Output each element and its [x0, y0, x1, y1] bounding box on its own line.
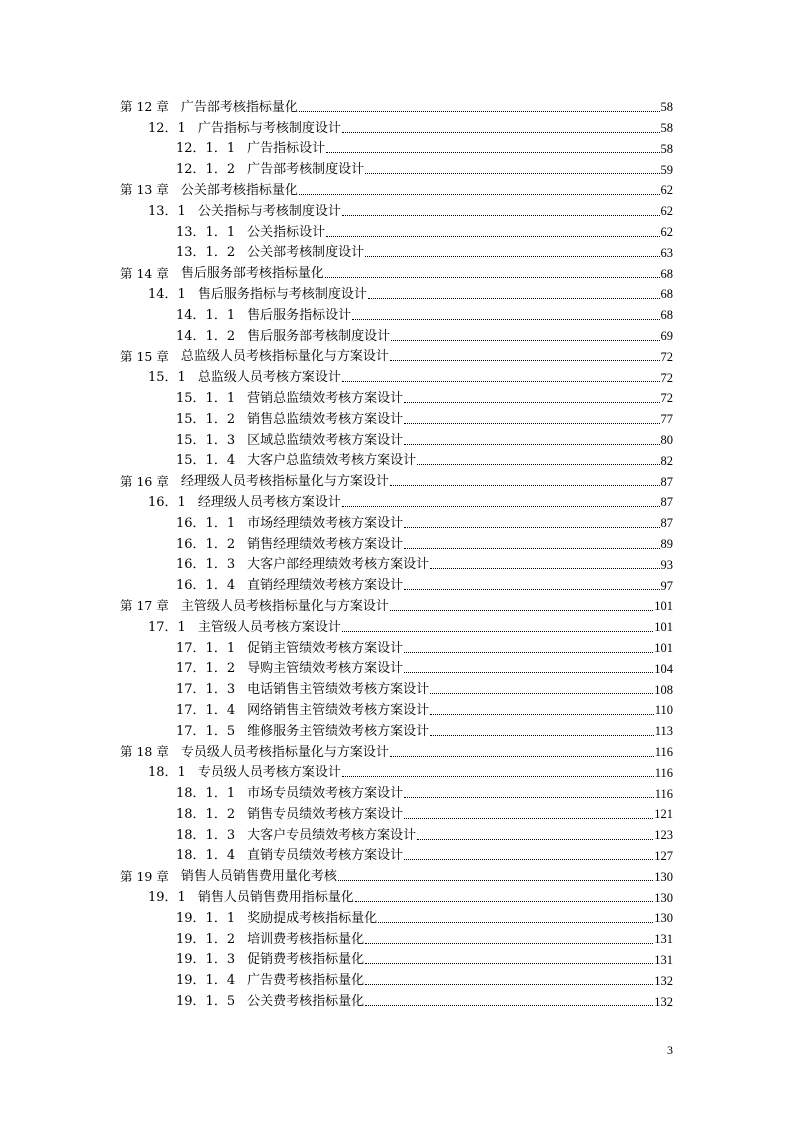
toc-subsection-entry[interactable] [0, 408, 673, 429]
toc-row [0, 720, 794, 741]
toc-entry-title: 广告指标与考核制度设计 [197, 120, 341, 136]
toc-subsection-entry[interactable] [0, 782, 673, 803]
toc-row [0, 283, 794, 304]
toc-entry-page: 72 [660, 370, 673, 385]
toc-entry-title: 售后服务指标设计 [247, 307, 352, 323]
dot-leader [326, 235, 659, 237]
dot-leader [365, 983, 653, 985]
toc-section-entry[interactable] [0, 117, 673, 138]
toc-entry-number: 15．1．3 [176, 432, 236, 448]
toc-entry-title: 导购主管绩效考核方案设计 [247, 661, 404, 677]
toc-entry-number: 19．1．2 [176, 931, 236, 947]
toc-entry-page: 82 [660, 453, 673, 468]
toc-entry-number: 17．1．2 [176, 661, 236, 677]
dot-leader [404, 817, 653, 819]
dot-leader [338, 879, 653, 881]
toc-entry-title: 销售人员销售费用指标量化 [197, 890, 354, 906]
toc-entry-page: 132 [654, 994, 673, 1009]
toc-entry-number: 15．1 [148, 370, 186, 386]
dot-leader [430, 713, 654, 715]
toc-entry-page: 123 [654, 828, 673, 843]
toc-subsection-entry[interactable] [0, 990, 673, 1011]
toc-entry-page: 72 [660, 349, 673, 364]
toc-entry-title: 公关费考核指标量化 [247, 994, 365, 1010]
toc-subsection-entry[interactable] [0, 845, 673, 866]
toc-entry-page: 58 [660, 121, 673, 136]
toc-section-entry[interactable] [0, 762, 673, 783]
toc-entry-page: 68 [660, 266, 673, 281]
toc-row [0, 346, 794, 367]
toc-entry-title: 销售经理绩效考核方案设计 [247, 536, 404, 552]
toc-entry-number: 17．1．1 [176, 640, 236, 656]
toc-entry-title: 售后服务指标与考核制度设计 [197, 286, 367, 302]
toc-entry-number: 第 15 章 [120, 348, 169, 364]
toc-row [0, 928, 794, 949]
toc-row [0, 387, 794, 408]
toc-subsection-entry[interactable] [0, 429, 673, 450]
toc-entry-number: 16．1 [148, 494, 186, 510]
toc-entry-page: 110 [654, 703, 673, 718]
dot-leader [404, 651, 653, 653]
toc-row [0, 138, 794, 159]
toc-entry-page: 101 [654, 599, 673, 614]
dot-leader [417, 838, 653, 840]
toc-row [0, 637, 794, 658]
toc-entry-number: 第 17 章 [120, 598, 169, 614]
toc-entry-title: 奖励提成考核指标量化 [247, 910, 378, 926]
toc-section-entry[interactable] [0, 616, 673, 637]
dot-leader [404, 796, 654, 798]
toc-row [0, 865, 794, 886]
toc-entry-title: 公关指标与考核制度设计 [197, 203, 341, 219]
dot-leader [417, 463, 659, 465]
toc-row [0, 200, 794, 221]
toc-chapter-entry[interactable] [0, 346, 673, 367]
toc-entry-page: 116 [654, 786, 673, 801]
dot-leader [430, 734, 654, 736]
page-number: 3 [667, 1043, 673, 1057]
toc-entry-page: 68 [660, 308, 673, 323]
dot-leader [299, 193, 660, 195]
toc-entry-number: 15．1．1 [176, 390, 236, 406]
toc-row [0, 969, 794, 990]
toc-chapter-entry[interactable] [0, 179, 673, 200]
toc-entry-page: 62 [660, 204, 673, 219]
dot-leader [342, 380, 660, 382]
toc-entry-title: 公关部考核指标量化 [180, 182, 298, 198]
dot-leader [342, 131, 660, 133]
toc-subsection-entry[interactable] [0, 803, 673, 824]
toc-entry-page: 58 [660, 141, 673, 156]
toc-entry-page: 116 [654, 745, 673, 759]
dot-leader [355, 900, 653, 902]
toc-row [0, 242, 794, 263]
dot-leader [404, 858, 653, 860]
toc-entry-title: 大客户专员绩效考核方案设计 [247, 827, 417, 843]
toc-entry-page: 127 [654, 848, 673, 863]
toc-entry-title: 总监级人员考核方案设计 [197, 370, 341, 386]
toc-entry-number: 16．1．4 [176, 578, 236, 594]
toc-chapter-entry[interactable] [0, 470, 673, 491]
toc-entry-page: 113 [654, 724, 673, 739]
toc-row [0, 470, 794, 491]
toc-entry-title: 售后服务部考核指标量化 [180, 266, 324, 282]
toc-entry-title: 大客户总监绩效考核方案设计 [247, 453, 417, 469]
dot-leader [390, 755, 654, 757]
toc-row [0, 304, 794, 325]
toc-subsection-entry[interactable] [0, 554, 673, 575]
toc-entry-title: 销售人员销售费用量化考核 [180, 869, 337, 885]
toc-entry-title: 专员级人员考核指标量化与方案设计 [180, 744, 389, 760]
toc-row [0, 824, 794, 845]
toc-subsection-entry[interactable] [0, 658, 673, 679]
toc-row [0, 512, 794, 533]
dot-leader [368, 297, 660, 299]
toc-entry-page: 121 [654, 807, 673, 822]
toc-subsection-entry[interactable] [0, 824, 673, 845]
toc-subsection-entry[interactable] [0, 304, 673, 325]
toc-entry-title: 维修服务主管绩效考核方案设计 [247, 723, 430, 739]
toc-entry-number: 18．1．3 [176, 827, 236, 843]
dot-leader [365, 172, 659, 174]
dot-leader [404, 401, 659, 403]
toc-subsection-entry[interactable] [0, 450, 673, 471]
toc-entry-title: 销售总监绩效考核方案设计 [247, 411, 404, 427]
dot-leader [430, 692, 653, 694]
toc-entry-number: 17．1．5 [176, 723, 236, 739]
toc-entry-page: 72 [660, 391, 673, 406]
toc-row [0, 491, 794, 512]
toc-entry-number: 19．1．3 [176, 952, 236, 968]
toc-entry-page: 108 [654, 682, 673, 697]
toc-entry-number: 19．1．5 [176, 994, 236, 1010]
toc-entry-page: 80 [660, 433, 673, 448]
toc-section-entry[interactable] [0, 886, 673, 907]
dot-leader [390, 484, 660, 486]
toc-entry-number: 18．1．1 [176, 786, 236, 802]
toc-entry-number: 第 18 章 [120, 744, 169, 759]
toc-entry-number: 14．1．2 [176, 328, 236, 344]
dot-leader [365, 255, 659, 257]
toc-entry-page: 87 [660, 495, 673, 510]
toc-row [0, 949, 794, 970]
toc-entry-number: 15．1．2 [176, 411, 236, 427]
dot-leader [342, 775, 654, 777]
dot-leader [404, 526, 659, 528]
toc-entry-page: 87 [660, 474, 673, 489]
toc-entry-page: 104 [654, 661, 673, 676]
toc-entry-title: 总监级人员考核指标量化与方案设计 [180, 349, 389, 365]
toc-entry-number: 18．1．4 [176, 848, 236, 864]
toc-entry-title: 营销总监绩效考核方案设计 [247, 390, 404, 406]
toc-entry-number: 16．1．3 [176, 557, 236, 573]
toc-row [0, 262, 794, 283]
dot-leader [342, 505, 660, 507]
toc-entry-number: 14．1．1 [176, 307, 236, 323]
toc-subsection-entry[interactable] [0, 720, 673, 741]
dot-leader [365, 962, 653, 964]
toc-chapter-entry[interactable] [0, 96, 673, 117]
toc-entry-title: 售后服务部考核制度设计 [247, 328, 391, 344]
toc-entry-page: 58 [660, 100, 673, 115]
toc-entry-number: 13．1 [148, 203, 186, 219]
toc-subsection-entry[interactable] [0, 699, 673, 720]
dot-leader [404, 671, 653, 673]
toc-entry-number: 19．1 [148, 890, 186, 906]
toc-entry-title: 销售专员绩效考核方案设计 [247, 806, 404, 822]
toc-entry-title: 广告费考核指标量化 [247, 973, 365, 989]
toc-entry-title: 培训费考核指标量化 [247, 931, 365, 947]
toc-row [0, 616, 794, 637]
toc-subsection-entry[interactable] [0, 221, 673, 242]
toc-entry-page: 77 [660, 412, 673, 427]
toc-entry-title: 经理级人员考核方案设计 [197, 494, 341, 510]
toc-entry-page: 131 [654, 932, 673, 947]
toc-section-entry[interactable] [0, 366, 673, 387]
toc-subsection-entry[interactable] [0, 325, 673, 346]
toc-entry-title: 专员级人员考核方案设计 [197, 765, 341, 781]
toc-entry-title: 广告部考核指标量化 [180, 99, 298, 115]
toc-entry-title: 直销专员绩效考核方案设计 [247, 848, 404, 864]
toc-row [0, 803, 794, 824]
toc-entry-title: 广告指标设计 [247, 141, 326, 157]
toc-entry-title: 电话销售主管绩效考核方案设计 [247, 682, 430, 698]
toc-entry-page: 68 [660, 287, 673, 302]
toc-entry-number: 16．1．2 [176, 536, 236, 552]
toc-entry-title: 公关部考核制度设计 [247, 245, 365, 261]
toc-entry-number: 第 14 章 [120, 265, 169, 281]
toc-entry-number: 第 19 章 [120, 868, 169, 884]
toc-subsection-entry[interactable] [0, 928, 673, 949]
toc-entry-number: 18．1 [148, 765, 186, 781]
toc-subsection-entry[interactable] [0, 138, 673, 159]
dot-leader [391, 339, 659, 341]
toc-subsection-entry[interactable] [0, 907, 673, 928]
toc-subsection-entry[interactable] [0, 242, 673, 263]
toc-entry-title: 促销费考核指标量化 [247, 952, 365, 968]
toc-subsection-entry[interactable] [0, 512, 673, 533]
toc-entry-title: 促销主管绩效考核方案设计 [247, 640, 404, 656]
toc-entry-title: 市场专员绩效考核方案设计 [247, 786, 404, 802]
toc-entry-page: 101 [654, 620, 673, 635]
dot-leader [352, 318, 659, 320]
toc-row [0, 429, 794, 450]
toc-entry-number: 15．1．4 [176, 453, 236, 469]
toc-subsection-entry[interactable] [0, 387, 673, 408]
toc-row [0, 366, 794, 387]
toc-section-entry[interactable] [0, 283, 673, 304]
toc-row [0, 845, 794, 866]
toc-entry-page: 63 [660, 245, 673, 260]
toc-entry-page: 89 [660, 537, 673, 552]
toc-entry-page: 69 [660, 329, 673, 344]
dot-leader [342, 214, 660, 216]
toc-entry-title: 主管级人员考核方案设计 [197, 619, 341, 635]
toc-entry-page: 62 [660, 225, 673, 240]
toc-row [0, 96, 794, 117]
toc-entry-page: 62 [660, 183, 673, 198]
toc-row [0, 158, 794, 179]
dot-leader [342, 630, 653, 632]
toc-row [0, 990, 794, 1011]
dot-leader [404, 588, 659, 590]
toc-chapter-entry[interactable] [0, 262, 673, 283]
toc-row [0, 408, 794, 429]
toc-entry-number: 19．1．1 [176, 910, 236, 926]
toc-entry-title: 经理级人员考核指标量化与方案设计 [180, 474, 389, 490]
toc-entry-page: 132 [654, 973, 673, 988]
toc-chapter-entry[interactable] [0, 741, 673, 762]
dot-leader [299, 110, 660, 112]
toc-row [0, 678, 794, 699]
toc-entry-number: 19．1．4 [176, 973, 236, 989]
toc-row [0, 907, 794, 928]
dot-leader [365, 942, 653, 944]
toc-row [0, 782, 794, 803]
toc-row [0, 179, 794, 200]
toc-entry-title: 公关指标设计 [247, 224, 326, 240]
toc-entry-page: 101 [654, 641, 673, 656]
dot-leader [325, 276, 660, 278]
toc-entry-title: 大客户部经理绩效考核方案设计 [247, 557, 430, 573]
toc-row [0, 741, 794, 762]
dot-leader [404, 422, 659, 424]
toc-subsection-entry[interactable] [0, 158, 673, 179]
toc-entry-page: 130 [654, 869, 673, 884]
toc-entry-number: 13．1．2 [176, 245, 236, 261]
toc-entry-number: 17．1 [148, 619, 186, 635]
toc-row [0, 533, 794, 554]
toc-entry-number: 12．1 [148, 120, 186, 136]
toc-entry-title: 区域总监绩效考核方案设计 [247, 432, 404, 448]
toc-chapter-entry[interactable] [0, 865, 673, 886]
toc-row [0, 762, 794, 783]
toc-row [0, 325, 794, 346]
toc-entry-number: 16．1．1 [176, 515, 236, 531]
dot-leader [404, 547, 659, 549]
toc-row [0, 554, 794, 575]
dot-leader [390, 359, 660, 361]
dot-leader [430, 567, 659, 569]
toc-row [0, 595, 794, 616]
toc-entry-page: 97 [660, 578, 673, 593]
toc-subsection-entry[interactable] [0, 533, 673, 554]
toc-entry-number: 17．1．3 [176, 682, 236, 698]
toc-entry-page: 130 [654, 890, 673, 905]
toc-subsection-entry[interactable] [0, 574, 673, 595]
dot-leader [390, 609, 653, 611]
toc-subsection-entry[interactable] [0, 637, 673, 658]
toc-entry-number: 12．1．1 [176, 141, 236, 157]
toc-entry-page: 130 [654, 911, 673, 926]
toc-entry-title: 网络销售主管绩效考核方案设计 [247, 702, 430, 718]
toc-entry-page: 93 [660, 557, 673, 572]
toc-row [0, 699, 794, 720]
toc-entry-title: 市场经理绩效考核方案设计 [247, 515, 404, 531]
toc-entry-number: 第 13 章 [120, 182, 169, 198]
toc-entry-number: 17．1．4 [176, 702, 236, 718]
toc-row [0, 658, 794, 679]
toc-entry-page: 87 [660, 516, 673, 531]
toc-row [0, 221, 794, 242]
toc-entry-number: 第 16 章 [120, 473, 169, 489]
dot-leader [365, 1004, 653, 1006]
toc-subsection-entry[interactable] [0, 969, 673, 990]
toc-entry-page: 116 [654, 765, 673, 780]
toc-entry-number: 第 12 章 [120, 99, 169, 115]
toc-entry-page: 59 [660, 162, 673, 177]
toc-entry-number: 14．1 [148, 286, 186, 302]
toc-entry-title: 主管级人员考核指标量化与方案设计 [180, 598, 389, 614]
toc-row [0, 450, 794, 471]
toc-chapter-entry[interactable] [0, 595, 673, 616]
toc-row [0, 574, 794, 595]
toc-entry-title: 广告部考核制度设计 [247, 162, 365, 178]
toc-entry-number: 18．1．2 [176, 806, 236, 822]
table-of-contents [0, 96, 794, 1011]
toc-subsection-entry[interactable] [0, 949, 673, 970]
toc-row [0, 117, 794, 138]
toc-entry-page: 131 [654, 952, 673, 967]
toc-subsection-entry[interactable] [0, 678, 673, 699]
toc-entry-number: 12．1．2 [176, 162, 236, 178]
toc-section-entry[interactable] [0, 491, 673, 512]
dot-leader [326, 151, 659, 153]
toc-section-entry[interactable] [0, 200, 673, 221]
toc-entry-title: 直销经理绩效考核方案设计 [247, 578, 404, 594]
dot-leader [404, 443, 659, 445]
toc-entry-number: 13．1．1 [176, 224, 236, 240]
toc-row [0, 886, 794, 907]
dot-leader [378, 921, 653, 923]
